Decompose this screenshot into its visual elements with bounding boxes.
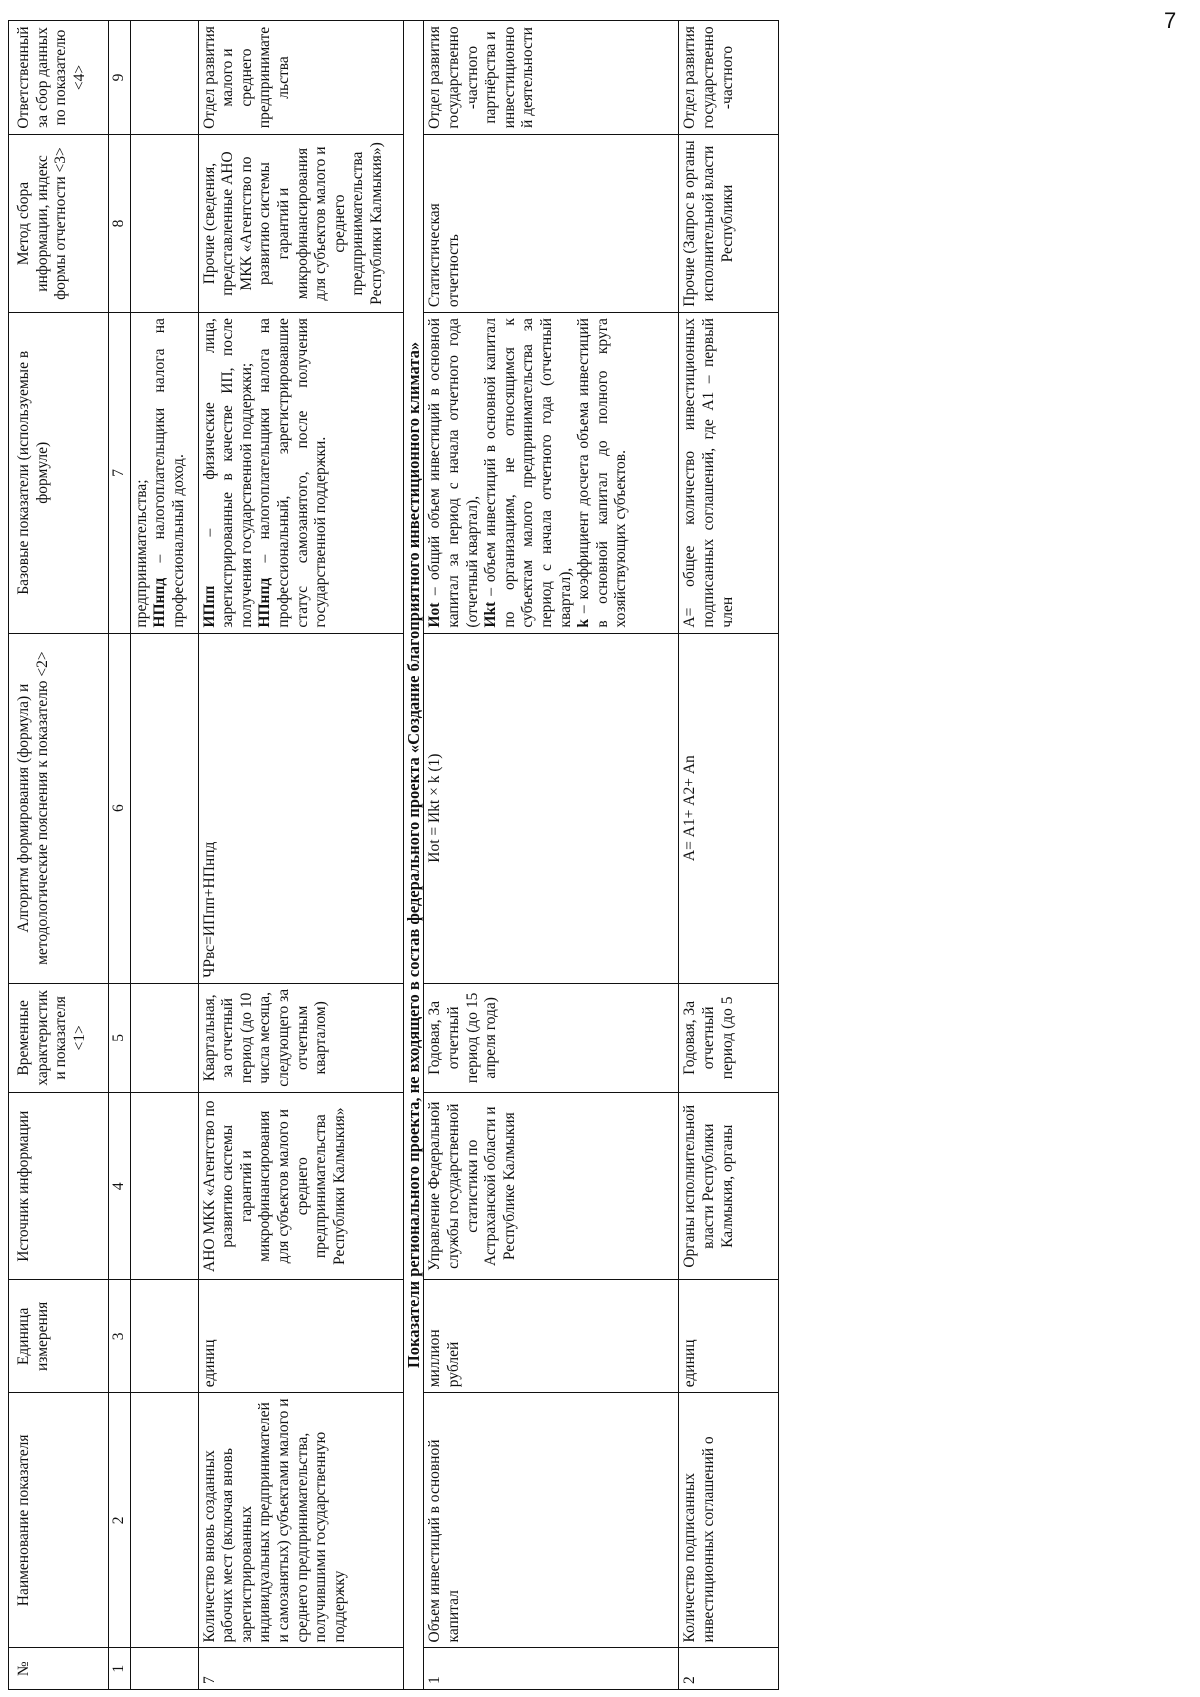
- header-method: Метод сбора информации, индекс формы отчетности <3>: [9, 135, 109, 313]
- header-row: [9, 21, 109, 1690]
- row-number: 2: [679, 1648, 779, 1690]
- section-title: Показатели регионального проекта, не входящего в состав федерального проекта «Создание благоприятного инвестиционного климата»: [403, 21, 424, 1690]
- responsible: Отдел развития государственно-частного партнёрства и инвестиционной деятельности: [424, 21, 679, 135]
- col-number: 1: [109, 1648, 131, 1690]
- unit: единиц: [198, 1280, 403, 1393]
- table-row-2: [679, 21, 779, 1690]
- header-time: Временные характеристики показателя <1>: [9, 983, 109, 1092]
- col-number: 9: [109, 21, 131, 135]
- unit: единиц: [679, 1280, 779, 1393]
- header-name: Наименование показателя: [9, 1393, 109, 1648]
- responsible: Отдел развития малого и среднего предпринимательства: [198, 21, 403, 135]
- base-indicators: А= общее количество инвестиционных подписанных соглашений, где А1 – первый член: [679, 313, 779, 634]
- source: Управление Федеральной службы государственной статистики по Астраханской области и Республике Калмыкия: [424, 1092, 679, 1280]
- header-formula: Алгоритм формирования (формула) и методологические пояснения к показателю <2>: [9, 633, 109, 983]
- collection-method: Прочие (сведения, представленные АНО МКК «Агентство по развитию системы гарантий и микрофинансирования для субъектов малого и среднего предпринимательства Республики Калмыкия»): [198, 135, 403, 313]
- header-responsible: Ответственный за сбор данных по показателю <4>: [9, 21, 109, 135]
- col-number: 4: [109, 1092, 131, 1280]
- table-row-1: [424, 21, 679, 1690]
- header-num: №: [9, 1648, 109, 1690]
- continuation-base-cell: предпринимательства; НПнпд – налогоплательщики налога на профессиональный доход.: [130, 313, 198, 634]
- indicator-table-rotated: [8, 20, 1158, 1690]
- base-indicators: ИПпп – физические лица, зарегистрированные в качестве ИП, после получения государственной поддержки; НПнпд – налогоплательщики налога на профессиональный, зарегистрировавшие статус самозанятого, после получения государственной поддержки.: [198, 313, 403, 634]
- indicator-name: Количество вновь созданных рабочих мест (включая вновь зарегистрированных индивидуальных предпринимателей и самозанятых) субъектами малого и среднего предпринимательства, получившими государственную поддержку: [198, 1393, 403, 1648]
- formula: ЧРвс=ИПпп+НПнпд: [198, 633, 403, 983]
- col-number: 7: [109, 313, 131, 634]
- source: АНО МКК «Агентство по развитию системы гарантий и микрофинансирования для субъектов малого и среднего предпринимательства Республики Калмыкия»: [198, 1092, 403, 1280]
- header-source: Источник информации: [9, 1092, 109, 1280]
- col-number: 2: [109, 1393, 131, 1648]
- continuation-row: [130, 21, 198, 1690]
- collection-method: Статистическая отчетность: [424, 135, 679, 313]
- col-number: 3: [109, 1280, 131, 1393]
- col-number: 8: [109, 135, 131, 313]
- section-heading-row: [403, 21, 424, 1690]
- column-number-row: [109, 21, 131, 1690]
- time-characteristics: Квартальная, за отчетный период (до 10 числа месяца, следующего за отчетным кварталом): [198, 983, 403, 1092]
- page-number: 7: [1164, 8, 1177, 33]
- responsible: Отдел развития государственно-частного: [679, 21, 779, 135]
- col-number: 6: [109, 633, 131, 983]
- header-base: Базовые показатели (используемые в формуле): [9, 313, 109, 634]
- time-characteristics: Годовая, За отчетный период (до 15 апреля года): [424, 983, 679, 1092]
- formula: А= А1+ А2+ Аn: [679, 633, 779, 983]
- row-number: 7: [198, 1648, 403, 1690]
- col-number: 5: [109, 983, 131, 1092]
- base-indicators: Иоt – общий объем инвестиций в основной капитал за период с начала отчетного года (отчетный квартал), Иkt – объем инвестиций в основной капитал по организациям, не относящимся к субъектам малого предпринимательства за период с начала отчетного года (отчетный квартал), k – коэффициент досчета объема инвестиций в основной капитал до полного круга хозяйствующих субъектов.: [424, 313, 679, 634]
- indicator-table: [8, 20, 779, 1690]
- indicator-name: Количество подписанных инвестиционных соглашений о: [679, 1393, 779, 1648]
- row-number: 1: [424, 1648, 679, 1690]
- source: Органы исполнительной власти Республики Калмыкия, органы: [679, 1092, 779, 1280]
- time-characteristics: Годовая, За отчетный период (до 5: [679, 983, 779, 1092]
- unit: миллион рублей: [424, 1280, 679, 1393]
- table-row-7: [198, 21, 403, 1690]
- formula: Иоt = Иkt × k (1): [424, 633, 679, 983]
- collection-method: Прочие (Запрос в органы исполнительной власти Республики: [679, 135, 779, 313]
- indicator-name: Объем инвестиций в основной капитал: [424, 1393, 679, 1648]
- header-unit: Единица измерения: [9, 1280, 109, 1393]
